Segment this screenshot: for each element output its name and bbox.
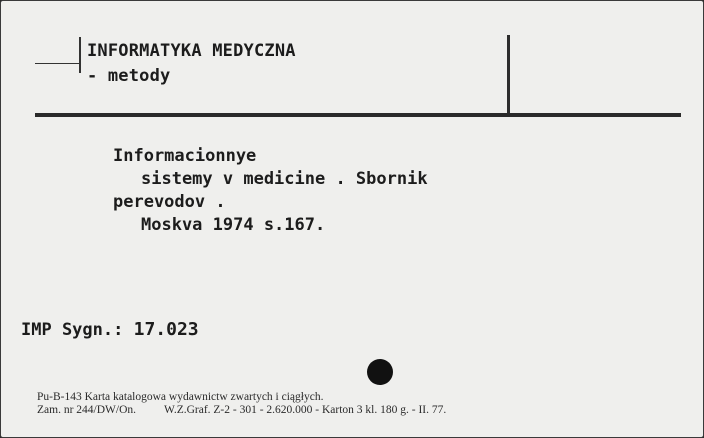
call-number-code: 17.023	[133, 319, 199, 340]
entry-line-3: perevodov .	[113, 192, 226, 212]
entry-line-1: Informacionnye	[113, 146, 257, 166]
footer-line-1: Pu-B-143 Karta katalogowa wydawnictw zwartych i ciągłych.	[37, 391, 324, 403]
call-number-label: IMP Sygn.:	[21, 320, 124, 340]
footer-order-number: Zam. nr 244/DW/On.	[37, 404, 137, 416]
punch-hole	[367, 359, 393, 385]
horizontal-rule	[35, 113, 681, 117]
footer-line-2	[37, 404, 446, 417]
bibliographic-entry	[113, 145, 428, 237]
heading-underline	[35, 63, 80, 64]
vertical-divider	[507, 35, 510, 113]
subject-subtitle: - metody	[87, 66, 171, 86]
subject-title: INFORMATYKA MEDYCZNA	[87, 41, 296, 61]
footer-print-info: W.Z.Graf. Z-2 - 301 - 2.620.000 - Karton 3 kl. 180 g. - II. 77.	[164, 404, 447, 416]
entry-line-2: sistemy v medicine . Sbornik	[141, 169, 428, 189]
card-footer	[37, 391, 446, 417]
entry-line-4: Moskva 1974 s.167.	[141, 215, 326, 235]
call-number	[21, 319, 199, 340]
subject-heading	[87, 39, 296, 89]
heading-bracket	[79, 37, 81, 73]
